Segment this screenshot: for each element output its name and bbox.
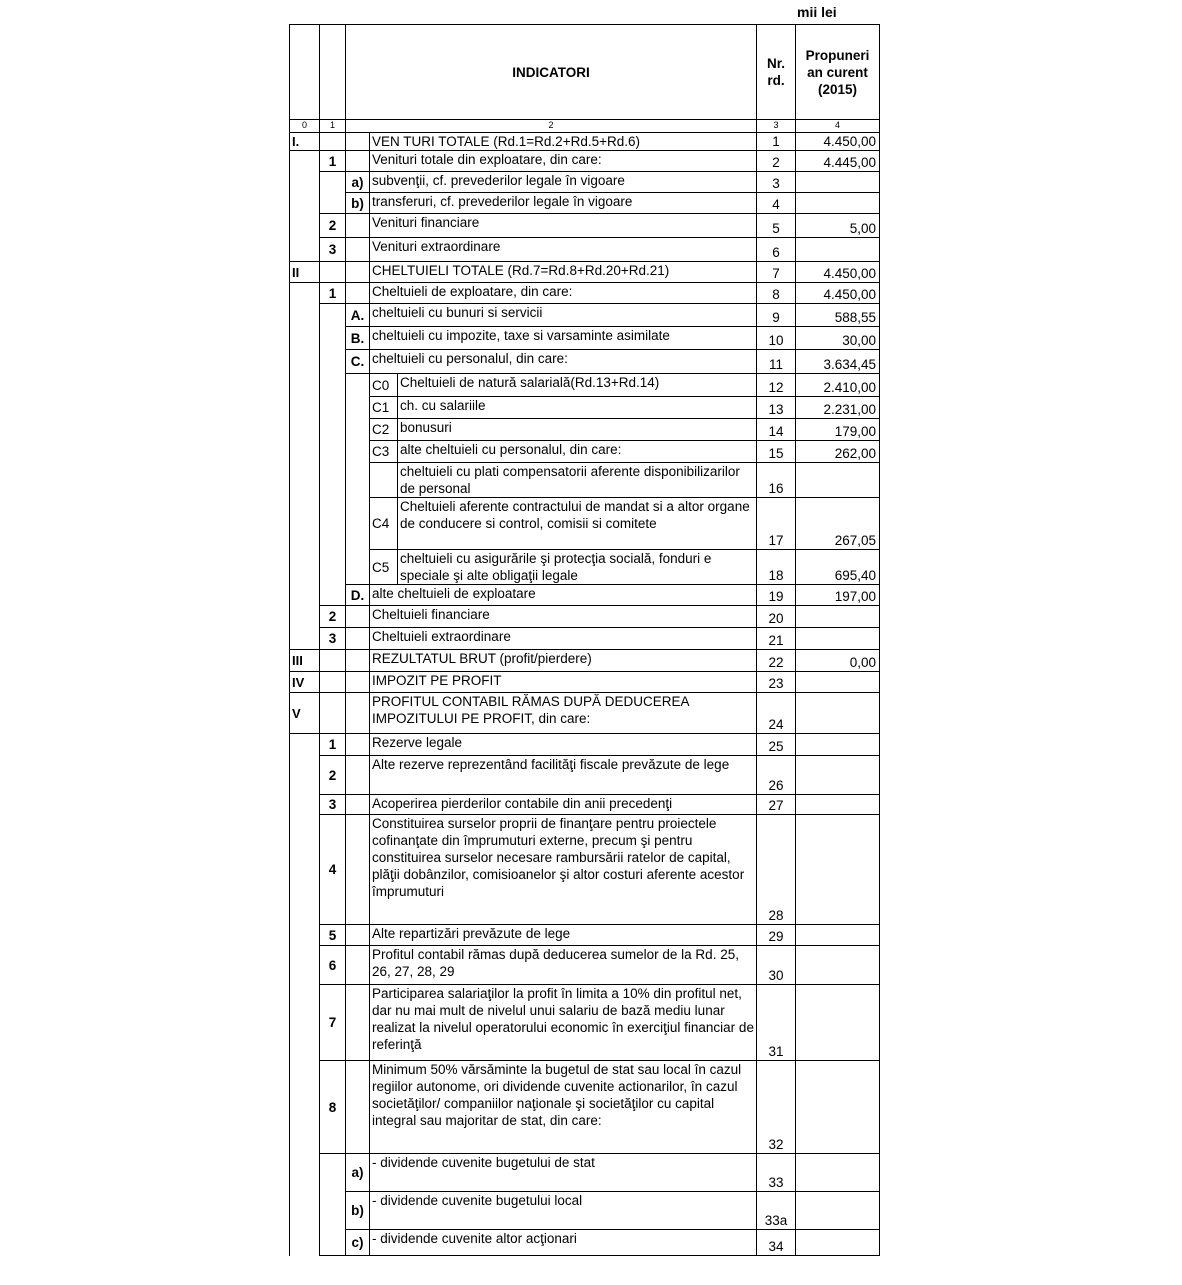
table-row bbox=[290, 1192, 880, 1230]
row-value: 588,55 bbox=[796, 304, 880, 327]
row-indicator-text: Cheltuieli financiare bbox=[370, 606, 757, 628]
row-section-number bbox=[320, 441, 346, 463]
table-row bbox=[290, 925, 880, 946]
table-row bbox=[290, 946, 880, 985]
row-letter bbox=[346, 463, 370, 498]
row-section-number: 2 bbox=[320, 214, 346, 238]
row-nr: 28 bbox=[757, 815, 796, 925]
row-roman bbox=[290, 283, 320, 304]
row-section-number: 1 bbox=[320, 151, 346, 172]
row-letter: A. bbox=[346, 304, 370, 327]
row-section-number: 4 bbox=[320, 815, 346, 925]
row-indicator-text: Cheltuieli de natură salarială(Rd.13+Rd.14) bbox=[398, 374, 757, 397]
unit-label: mii lei bbox=[797, 4, 837, 20]
table-row bbox=[290, 1061, 880, 1154]
row-nr: 27 bbox=[757, 795, 796, 815]
row-indicator-text: Constituirea surselor proprii de finanţare pentru proiectele cofinanţate din împrumuturi externe, precum şi pentru constituirea surselor necesare rambursării ratelor de capital, plăţii dobânzilor, comisioanelor şi altor costuri aferente acestor împrumuturi bbox=[370, 815, 757, 925]
row-letter bbox=[346, 946, 370, 985]
row-value: 0,00 bbox=[796, 650, 880, 672]
row-letter: B. bbox=[346, 327, 370, 350]
row-value: 262,00 bbox=[796, 441, 880, 463]
row-nr: 2 bbox=[757, 151, 796, 172]
row-indicator-text: Venituri extraordinare bbox=[370, 238, 757, 262]
table-row bbox=[290, 172, 880, 193]
row-value: 2.231,00 bbox=[796, 397, 880, 419]
table-row bbox=[290, 650, 880, 672]
row-indicator-text: Profitul contabil rămas după deducerea sumelor de la Rd. 25, 26, 27, 28, 29 bbox=[370, 946, 757, 985]
row-nr: 21 bbox=[757, 628, 796, 650]
row-roman: III bbox=[290, 650, 320, 672]
row-letter: C. bbox=[346, 350, 370, 374]
row-indicator-text: Minimum 50% vărsăminte la bugetul de stat sau local în cazul regiilor autonome, ori dividende cuvenite actionarilor, în cazul societăţilor/ companiilor naţionale şi societăţilor cu capital integral sau majoritar de stat, din care: bbox=[370, 1061, 757, 1154]
row-section-number: 3 bbox=[320, 795, 346, 815]
row-roman bbox=[290, 795, 320, 815]
row-letter bbox=[346, 419, 370, 441]
row-roman bbox=[290, 397, 320, 419]
row-nr: 33a bbox=[757, 1192, 796, 1230]
row-roman bbox=[290, 1061, 320, 1154]
row-section-number bbox=[320, 693, 346, 734]
col-number: 3 bbox=[757, 120, 796, 133]
row-section-number: 6 bbox=[320, 946, 346, 985]
row-roman bbox=[290, 463, 320, 498]
row-nr: 9 bbox=[757, 304, 796, 327]
row-letter bbox=[346, 283, 370, 304]
row-letter bbox=[346, 734, 370, 756]
row-roman bbox=[290, 238, 320, 262]
row-indicator-text: cheltuieli cu plati compensatorii aferente disponibilizarilor de personal bbox=[398, 463, 757, 498]
row-roman bbox=[290, 441, 320, 463]
table-row bbox=[290, 1154, 880, 1192]
row-indicator-text: subvenţii, cf. prevederilor legale în vigoare bbox=[370, 172, 757, 193]
row-nr: 1 bbox=[757, 133, 796, 151]
row-value bbox=[796, 1230, 880, 1256]
row-section-number bbox=[320, 327, 346, 350]
row-section-number bbox=[320, 1230, 346, 1256]
row-nr: 31 bbox=[757, 985, 796, 1061]
row-nr: 12 bbox=[757, 374, 796, 397]
table-row bbox=[290, 419, 880, 441]
row-letter bbox=[346, 214, 370, 238]
row-roman bbox=[290, 214, 320, 238]
row-letter: a) bbox=[346, 172, 370, 193]
row-letter bbox=[346, 795, 370, 815]
table-row bbox=[290, 550, 880, 585]
table-row bbox=[290, 327, 880, 350]
row-section-number bbox=[320, 419, 346, 441]
row-sub-code bbox=[370, 463, 398, 498]
header-row bbox=[290, 25, 880, 120]
row-value bbox=[796, 672, 880, 693]
row-nr: 19 bbox=[757, 585, 796, 606]
col-number: 4 bbox=[796, 120, 880, 133]
row-indicator-text: cheltuieli cu personalul, din care: bbox=[370, 350, 757, 374]
row-roman: IV bbox=[290, 672, 320, 693]
row-value bbox=[796, 172, 880, 193]
row-value: 4.445,00 bbox=[796, 151, 880, 172]
row-roman bbox=[290, 498, 320, 550]
row-section-number bbox=[320, 397, 346, 419]
row-value bbox=[796, 238, 880, 262]
row-nr: 23 bbox=[757, 672, 796, 693]
header-col-0 bbox=[290, 25, 320, 120]
table-row bbox=[290, 1230, 880, 1256]
row-roman bbox=[290, 734, 320, 756]
row-nr: 11 bbox=[757, 350, 796, 374]
row-section-number: 1 bbox=[320, 283, 346, 304]
col-number: 0 bbox=[290, 120, 320, 133]
table-row bbox=[290, 756, 880, 795]
row-section-number bbox=[320, 304, 346, 327]
row-nr: 22 bbox=[757, 650, 796, 672]
row-value bbox=[796, 756, 880, 795]
header-col-1 bbox=[320, 25, 346, 120]
row-roman bbox=[290, 946, 320, 985]
table-row bbox=[290, 214, 880, 238]
row-section-number bbox=[320, 350, 346, 374]
row-sub-code: C3 bbox=[370, 441, 398, 463]
row-sub-code: C4 bbox=[370, 498, 398, 550]
row-value bbox=[796, 985, 880, 1061]
table-row bbox=[290, 734, 880, 756]
row-value: 30,00 bbox=[796, 327, 880, 350]
row-letter bbox=[346, 606, 370, 628]
row-section-number bbox=[320, 585, 346, 606]
row-value: 4.450,00 bbox=[796, 262, 880, 283]
row-value bbox=[796, 1061, 880, 1154]
row-section-number bbox=[320, 193, 346, 214]
table-row bbox=[290, 795, 880, 815]
table-row bbox=[290, 304, 880, 327]
row-section-number: 8 bbox=[320, 1061, 346, 1154]
row-value: 4.450,00 bbox=[796, 133, 880, 151]
row-letter: b) bbox=[346, 193, 370, 214]
row-letter bbox=[346, 262, 370, 283]
row-section-number: 7 bbox=[320, 985, 346, 1061]
table-row bbox=[290, 985, 880, 1061]
table-row bbox=[290, 238, 880, 262]
row-roman bbox=[290, 304, 320, 327]
row-section-number bbox=[320, 672, 346, 693]
row-letter bbox=[346, 374, 370, 397]
row-letter bbox=[346, 756, 370, 795]
row-letter: D. bbox=[346, 585, 370, 606]
row-value bbox=[796, 815, 880, 925]
col-number: 2 bbox=[346, 120, 757, 133]
row-value: 197,00 bbox=[796, 585, 880, 606]
row-roman bbox=[290, 585, 320, 606]
row-letter bbox=[346, 672, 370, 693]
row-nr: 24 bbox=[757, 693, 796, 734]
row-roman bbox=[290, 925, 320, 946]
table-row bbox=[290, 374, 880, 397]
row-roman bbox=[290, 815, 320, 925]
row-nr: 10 bbox=[757, 327, 796, 350]
row-indicator-text: Venituri totale din exploatare, din care: bbox=[370, 151, 757, 172]
row-letter bbox=[346, 441, 370, 463]
row-value bbox=[796, 628, 880, 650]
row-nr: 32 bbox=[757, 1061, 796, 1154]
row-roman bbox=[290, 193, 320, 214]
row-section-number bbox=[320, 1154, 346, 1192]
row-nr: 30 bbox=[757, 946, 796, 985]
row-roman bbox=[290, 151, 320, 172]
row-nr: 14 bbox=[757, 419, 796, 441]
row-value: 5,00 bbox=[796, 214, 880, 238]
row-nr: 26 bbox=[757, 756, 796, 795]
row-section-number bbox=[320, 262, 346, 283]
row-section-number: 1 bbox=[320, 734, 346, 756]
row-nr: 33 bbox=[757, 1154, 796, 1192]
row-letter bbox=[346, 650, 370, 672]
table-row bbox=[290, 606, 880, 628]
table-row bbox=[290, 397, 880, 419]
row-value bbox=[796, 193, 880, 214]
row-letter bbox=[346, 498, 370, 550]
row-indicator-text: cheltuieli cu asigurările şi protecţia socială, fonduri e speciale şi alte obligaţii legale bbox=[398, 550, 757, 585]
row-indicator-text: Cheltuieli extraordinare bbox=[370, 628, 757, 650]
row-roman: I. bbox=[290, 133, 320, 151]
row-letter: c) bbox=[346, 1230, 370, 1256]
row-indicator-text: alte cheltuieli cu personalul, din care: bbox=[398, 441, 757, 463]
row-sub-code: C5 bbox=[370, 550, 398, 585]
row-roman: II bbox=[290, 262, 320, 283]
budget-table bbox=[289, 24, 880, 1256]
table-row bbox=[290, 350, 880, 374]
row-section-number bbox=[320, 498, 346, 550]
row-letter bbox=[346, 151, 370, 172]
row-roman bbox=[290, 419, 320, 441]
row-letter bbox=[346, 693, 370, 734]
row-roman bbox=[290, 350, 320, 374]
column-number-row bbox=[290, 120, 880, 133]
row-section-number bbox=[320, 374, 346, 397]
row-letter bbox=[346, 397, 370, 419]
row-section-number bbox=[320, 463, 346, 498]
row-indicator-text: bonusuri bbox=[398, 419, 757, 441]
row-roman bbox=[290, 606, 320, 628]
table-row bbox=[290, 585, 880, 606]
row-letter: a) bbox=[346, 1154, 370, 1192]
row-value bbox=[796, 795, 880, 815]
row-letter: b) bbox=[346, 1192, 370, 1230]
header-indicatori: INDICATORI bbox=[346, 25, 757, 120]
row-section-number: 3 bbox=[320, 628, 346, 650]
row-section-number: 5 bbox=[320, 925, 346, 946]
row-sub-code: C1 bbox=[370, 397, 398, 419]
row-letter bbox=[346, 925, 370, 946]
row-roman bbox=[290, 327, 320, 350]
row-nr: 8 bbox=[757, 283, 796, 304]
row-value bbox=[796, 925, 880, 946]
row-letter bbox=[346, 238, 370, 262]
row-value: 3.634,45 bbox=[796, 350, 880, 374]
row-section-number bbox=[320, 133, 346, 151]
table-row bbox=[290, 628, 880, 650]
row-indicator-text: - dividende cuvenite bugetului de stat bbox=[370, 1154, 757, 1192]
row-section-number: 2 bbox=[320, 756, 346, 795]
table-row bbox=[290, 441, 880, 463]
row-value: 2.410,00 bbox=[796, 374, 880, 397]
row-value: 179,00 bbox=[796, 419, 880, 441]
row-roman bbox=[290, 628, 320, 650]
row-roman bbox=[290, 172, 320, 193]
row-section-number bbox=[320, 1192, 346, 1230]
row-nr: 25 bbox=[757, 734, 796, 756]
row-roman bbox=[290, 1192, 320, 1230]
row-letter bbox=[346, 985, 370, 1061]
row-indicator-text: alte cheltuieli de exploatare bbox=[370, 585, 757, 606]
row-nr: 5 bbox=[757, 214, 796, 238]
table-row bbox=[290, 672, 880, 693]
row-roman bbox=[290, 550, 320, 585]
row-indicator-text: - dividende cuvenite altor acţionari bbox=[370, 1230, 757, 1256]
row-indicator-text: transferuri, cf. prevederilor legale în vigoare bbox=[370, 193, 757, 214]
row-nr: 15 bbox=[757, 441, 796, 463]
row-letter bbox=[346, 550, 370, 585]
table-row bbox=[290, 151, 880, 172]
row-indicator-text: REZULTATUL BRUT (profit/pierdere) bbox=[370, 650, 757, 672]
row-value: 267,05 bbox=[796, 498, 880, 550]
row-section-number bbox=[320, 550, 346, 585]
row-section-number bbox=[320, 650, 346, 672]
row-value bbox=[796, 734, 880, 756]
table-row bbox=[290, 498, 880, 550]
row-value bbox=[796, 606, 880, 628]
row-indicator-text: Alte repartizări prevăzute de lege bbox=[370, 925, 757, 946]
row-indicator-text: Cheltuieli de exploatare, din care: bbox=[370, 283, 757, 304]
row-indicator-text: Acoperirea pierderilor contabile din anii precedenţi bbox=[370, 795, 757, 815]
row-nr: 29 bbox=[757, 925, 796, 946]
table-row bbox=[290, 133, 880, 151]
row-roman bbox=[290, 1230, 320, 1256]
row-indicator-text: PROFITUL CONTABIL RĂMAS DUPĂ DEDUCEREA IMPOZITULUI PE PROFIT, din care: bbox=[370, 693, 757, 734]
row-indicator-text: ch. cu salariile bbox=[398, 397, 757, 419]
table-row bbox=[290, 193, 880, 214]
table-row bbox=[290, 283, 880, 304]
table-row bbox=[290, 815, 880, 925]
row-nr: 16 bbox=[757, 463, 796, 498]
row-section-number: 2 bbox=[320, 606, 346, 628]
row-nr: 3 bbox=[757, 172, 796, 193]
row-section-number bbox=[320, 172, 346, 193]
row-letter bbox=[346, 1061, 370, 1154]
row-nr: 6 bbox=[757, 238, 796, 262]
row-value bbox=[796, 693, 880, 734]
row-value bbox=[796, 946, 880, 985]
header-nr-rd: Nr. rd. bbox=[757, 25, 796, 120]
row-sub-code: C0 bbox=[370, 374, 398, 397]
row-letter bbox=[346, 628, 370, 650]
row-section-number: 3 bbox=[320, 238, 346, 262]
row-nr: 18 bbox=[757, 550, 796, 585]
row-roman: V bbox=[290, 693, 320, 734]
row-value bbox=[796, 1192, 880, 1230]
row-indicator-text: cheltuieli cu bunuri si servicii bbox=[370, 304, 757, 327]
row-nr: 7 bbox=[757, 262, 796, 283]
row-nr: 34 bbox=[757, 1230, 796, 1256]
row-nr: 17 bbox=[757, 498, 796, 550]
row-sub-code: C2 bbox=[370, 419, 398, 441]
row-indicator-text: Cheltuieli aferente contractului de mandat si a altor organe de conducere si control, comisii si comitete bbox=[398, 498, 757, 550]
row-value: 4.450,00 bbox=[796, 283, 880, 304]
row-value bbox=[796, 463, 880, 498]
row-indicator-text: - dividende cuvenite bugetului local bbox=[370, 1192, 757, 1230]
col-number: 1 bbox=[320, 120, 346, 133]
row-roman bbox=[290, 985, 320, 1061]
row-indicator-text: Alte rezerve reprezentând facilităţi fiscale prevăzute de lege bbox=[370, 756, 757, 795]
header-propuneri: Propuneri an curent (2015) bbox=[796, 25, 880, 120]
row-letter bbox=[346, 815, 370, 925]
row-nr: 4 bbox=[757, 193, 796, 214]
row-nr: 13 bbox=[757, 397, 796, 419]
row-indicator-text: Rezerve legale bbox=[370, 734, 757, 756]
row-nr: 20 bbox=[757, 606, 796, 628]
row-indicator-text: VEN TURI TOTALE (Rd.1=Rd.2+Rd.5+Rd.6) bbox=[370, 133, 757, 151]
row-value bbox=[796, 1154, 880, 1192]
table-row bbox=[290, 463, 880, 498]
table-row bbox=[290, 693, 880, 734]
row-indicator-text: CHELTUIELI TOTALE (Rd.7=Rd.8+Rd.20+Rd.21) bbox=[370, 262, 757, 283]
row-roman bbox=[290, 756, 320, 795]
row-letter bbox=[346, 133, 370, 151]
row-indicator-text: Participarea salariaţilor la profit în limita a 10% din profitul net, dar nu mai mult de nivelul unui salariu de bază mediu lunar realizat la nivelul operatorului economic în exerciţiul financiar de referinţă bbox=[370, 985, 757, 1061]
row-indicator-text: Venituri financiare bbox=[370, 214, 757, 238]
table-row bbox=[290, 262, 880, 283]
row-value: 695,40 bbox=[796, 550, 880, 585]
row-roman bbox=[290, 374, 320, 397]
row-indicator-text: IMPOZIT PE PROFIT bbox=[370, 672, 757, 693]
row-indicator-text: cheltuieli cu impozite, taxe si varsaminte asimilate bbox=[370, 327, 757, 350]
row-roman bbox=[290, 1154, 320, 1192]
